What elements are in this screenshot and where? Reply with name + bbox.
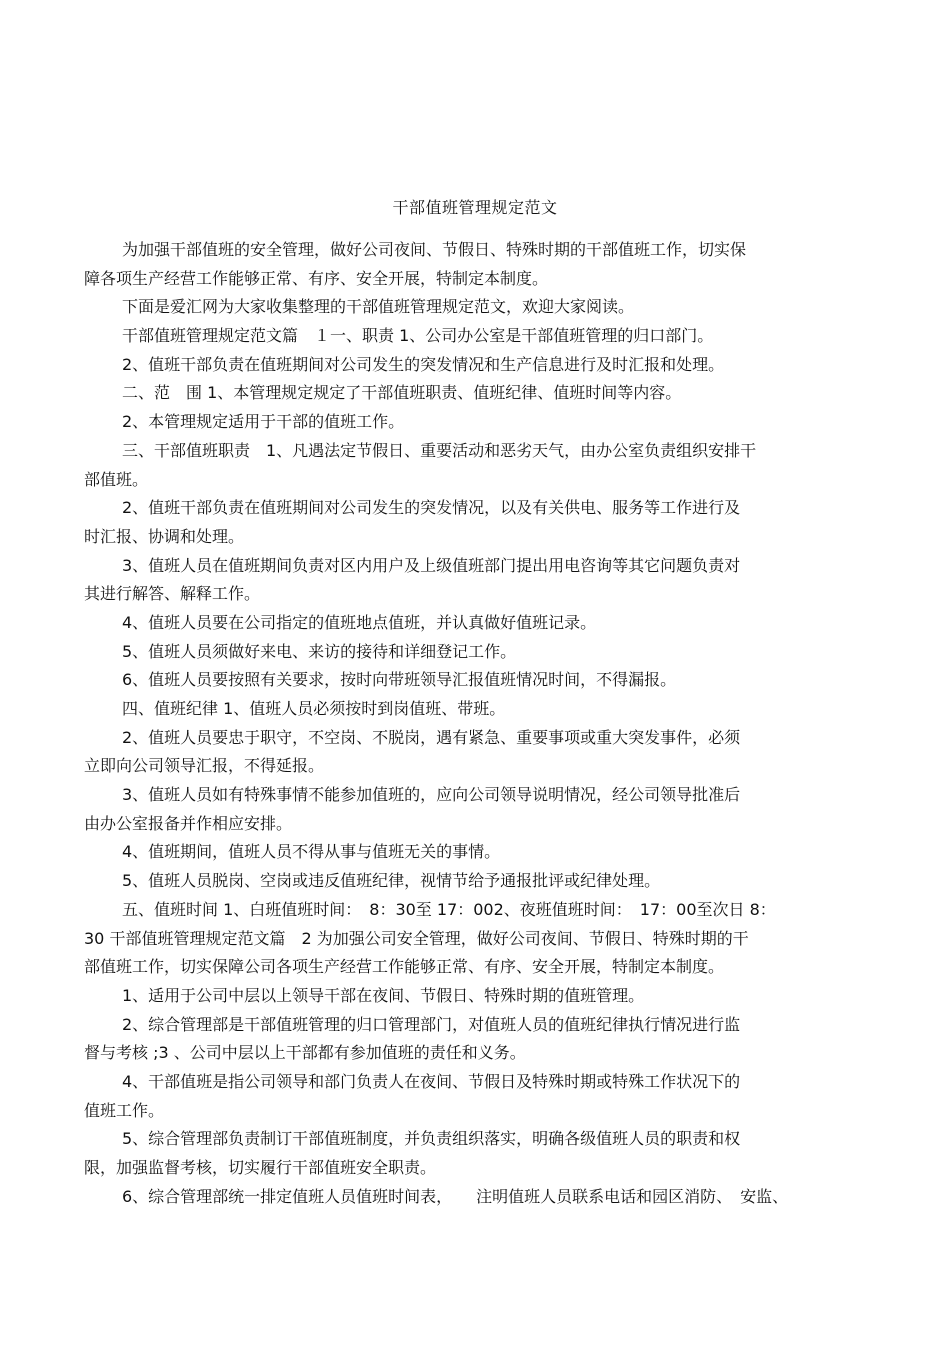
text-line: 限，加强监督考核，切实履行干部值班安全职责。 bbox=[84, 1158, 437, 1177]
text-line: 五、值班时间 1、白班值班时间： 8：30至 17：002、夜班值班时间： 17：00至次日 8： bbox=[122, 899, 776, 919]
text-line: 立即向公司领导汇报，不得延报。 bbox=[84, 756, 325, 776]
text-line: 4、值班人员要在公司指定的值班地点值班，并认真做好值班记录。 bbox=[122, 612, 597, 632]
text-line: 部值班工作，切实保障公司各项生产经营工作能够正常、有序、安全开展，特制定本制度。 bbox=[84, 957, 725, 977]
text-line: 5、值班人员脱岗、空岗或违反值班纪律，视情节给予通报批评或纪律处理。 bbox=[122, 871, 661, 891]
text-line: 其进行解答、解释工作。 bbox=[84, 584, 261, 604]
text-line: 2、值班人员要忠于职守，不空岗、不脱岗，遇有紧急、重要事项或重大突发事件，必须 bbox=[122, 727, 741, 747]
text-line: 3、值班人员如有特殊事情不能参加值班的，应向公司领导说明情况，经公司领导批准后 bbox=[122, 785, 741, 805]
text-line: 2、值班干部负责在值班期间对公司发生的突发情况和生产信息进行及时汇报和处理。 bbox=[122, 354, 725, 374]
text-line: 6、值班人员要按照有关要求，按时向带班领导汇报值班情况时间，不得漏报。 bbox=[122, 670, 677, 690]
text-line: 为加强干部值班的安全管理，做好公司夜间、节假日、特殊时期的干部值班工作，切实保 bbox=[122, 240, 747, 259]
text-line: 4、值班期间，值班人员不得从事与值班无关的事情。 bbox=[122, 842, 501, 862]
text-line: 下面是爱汇网为大家收集整理的干部值班管理规定范文，欢迎大家阅读。 bbox=[122, 297, 635, 317]
text-line: 障各项生产经营工作能够正常、有序、安全开展，特制定本制度。 bbox=[84, 268, 549, 288]
text-line: 2、本管理规定适用于干部的值班工作。 bbox=[122, 412, 405, 432]
text-line: 干部值班管理规定范文篇 １一、职责 1、公司办公室是干部值班管理的归口部门。 bbox=[122, 326, 714, 346]
text-line: 30 干部值班管理规定范文篇 2 为加强公司安全管理，做好公司夜间、节假日、特殊时期的干 bbox=[84, 928, 749, 948]
text-line: 2、综合管理部是干部值班管理的归口管理部门，对值班人员的值班纪律执行情况进行监 bbox=[122, 1014, 741, 1034]
document-body bbox=[84, 236, 874, 1211]
text-line: 部值班。 bbox=[84, 469, 149, 489]
text-line: 5、综合管理部负责制订干部值班制度，并负责组织落实，明确各级值班人员的职责和权 bbox=[122, 1129, 741, 1149]
text-line: 5、值班人员须做好来电、来访的接待和详细登记工作。 bbox=[122, 641, 517, 661]
text-line: 4、干部值班是指公司领导和部门负责人在夜间、节假日及特殊时期或特殊工作状况下的 bbox=[122, 1071, 741, 1091]
text-line: 三、干部值班职责 1、凡遇法定节假日、重要活动和恶劣天气，由办公室负责组织安排干 bbox=[122, 440, 757, 460]
text-line: 督与考核 ;3 、公司中层以上干部都有参加值班的责任和义务。 bbox=[84, 1043, 526, 1063]
text-line: 3、值班人员在值班期间负责对区内用户及上级值班部门提出用电咨询等其它问题负责对 bbox=[122, 555, 741, 575]
text-line: 由办公室报备并作相应安排。 bbox=[84, 813, 293, 833]
text-line: 1、适用于公司中层以上领导干部在夜间、节假日、特殊时期的值班管理。 bbox=[122, 985, 645, 1005]
text-line: 二、范 围 1、本管理规定规定了干部值班职责、值班纪律、值班时间等内容。 bbox=[122, 383, 682, 403]
text-line: 值班工作。 bbox=[84, 1100, 165, 1120]
document-title: 干部值班管理规定范文 bbox=[392, 198, 558, 217]
text-line: 时汇报、协调和处理。 bbox=[84, 526, 245, 546]
text-line: 6、综合管理部统一排定值班人员值班时间表， 注明值班人员联系电话和园区消防、 安监、 bbox=[122, 1186, 789, 1206]
text-line: 2、值班干部负责在值班期间对公司发生的突发情况，以及有关供电、服务等工作进行及 bbox=[122, 498, 741, 518]
text-line: 四、值班纪律 1、值班人员必须按时到岗值班、带班。 bbox=[122, 699, 506, 718]
